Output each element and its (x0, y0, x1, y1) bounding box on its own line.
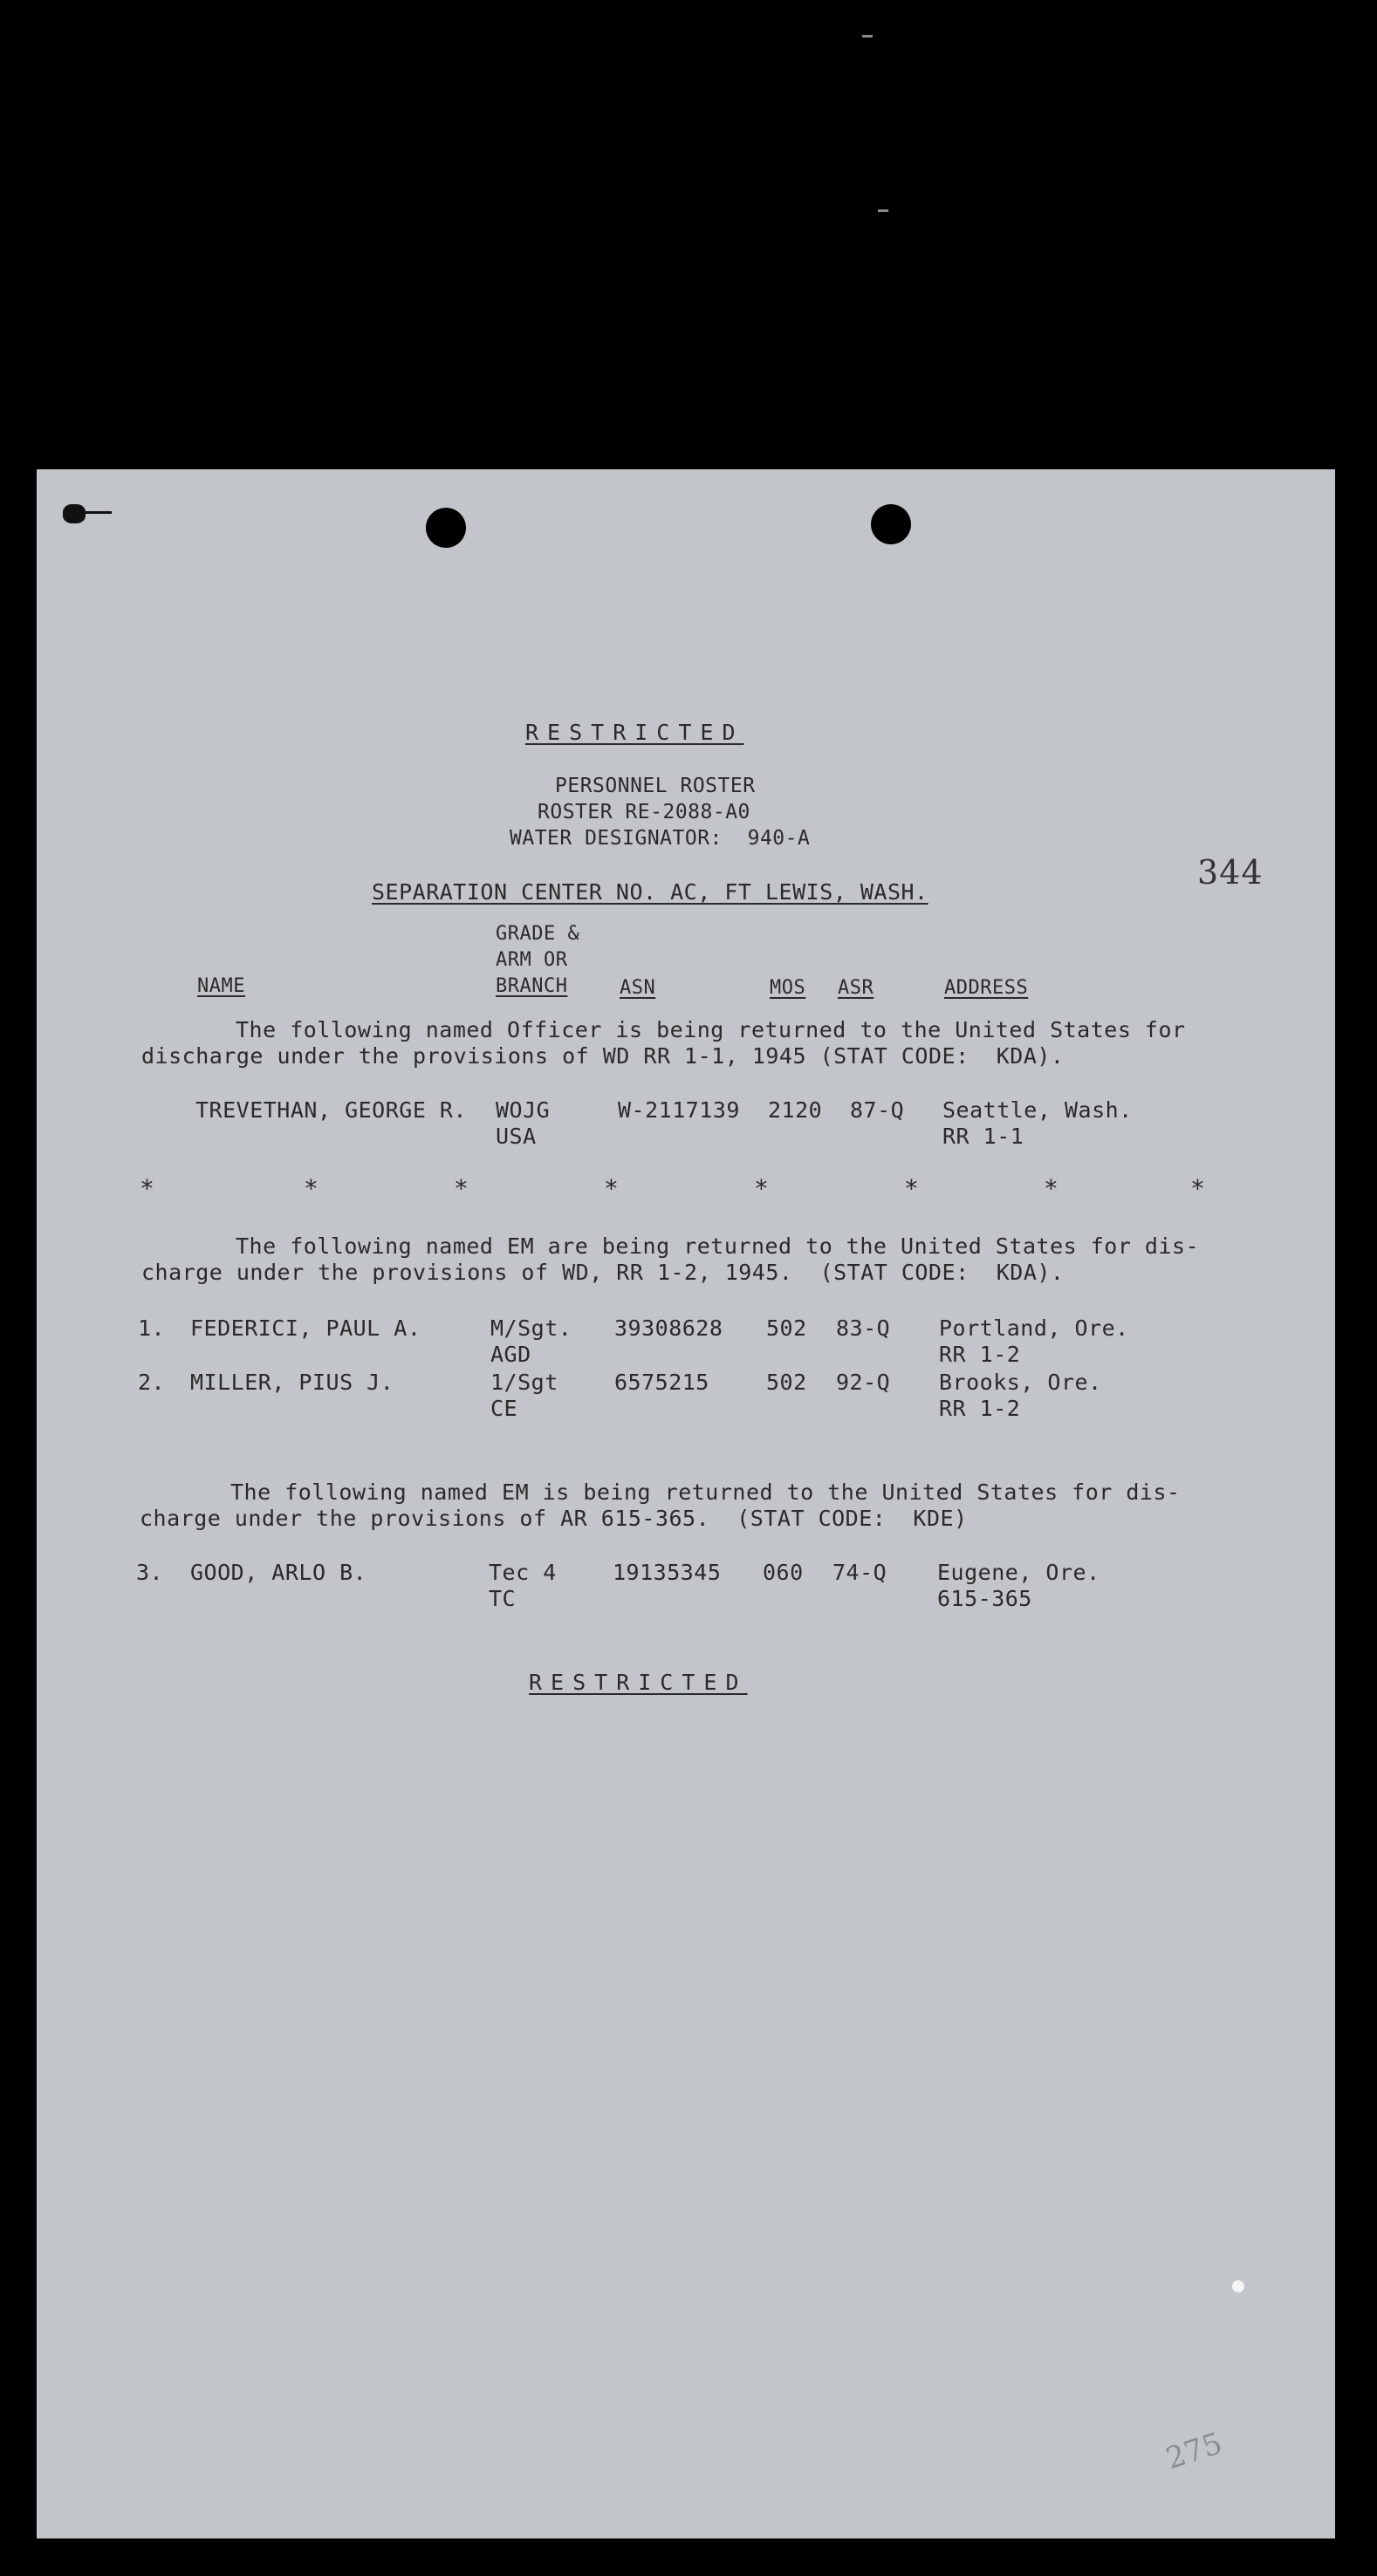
water-designator: WATER DESIGNATOR: 940-A (510, 827, 811, 850)
row-mos: 2120 (768, 1097, 823, 1123)
document-page (37, 469, 1335, 2538)
entry-number: 3. (136, 1560, 164, 1585)
section1-text-line2: discharge under the provisions of WD RR 1-1, 1945 (STAT CODE: KDA). (141, 1043, 1065, 1069)
section3-text-line2: charge under the provisions of AR 615-365. (STAT CODE: KDE) (140, 1506, 968, 1531)
entry-grade: 1/Sgt (490, 1370, 558, 1395)
entry-asr: 74-Q (832, 1560, 887, 1585)
separator-star: * (604, 1174, 619, 1203)
separator-star: * (904, 1174, 919, 1203)
entry-branch: AGD (490, 1342, 531, 1367)
entry-number: 1. (138, 1315, 166, 1341)
roster-title: PERSONNEL ROSTER (555, 775, 756, 797)
col-grade-line2: ARM OR (496, 949, 568, 971)
col-mos: MOS (770, 977, 806, 999)
entry-number: 2. (138, 1370, 166, 1395)
entry-name: FEDERICI, PAUL A. (190, 1315, 421, 1341)
separator-star: * (304, 1174, 319, 1203)
separator-star: * (754, 1174, 769, 1203)
row-name: TREVETHAN, GEORGE R. (195, 1097, 468, 1123)
row-branch: USA (496, 1124, 537, 1149)
entry-address: Brooks, Ore. (939, 1370, 1102, 1395)
entry-authority: RR 1-2 (939, 1396, 1021, 1421)
col-grade-line1: GRADE & (496, 923, 580, 945)
restricted-heading-bottom: RESTRICTED (529, 1670, 748, 1695)
col-address: ADDRESS (944, 977, 1029, 999)
film-speck (862, 35, 873, 38)
entry-branch: CE (490, 1396, 518, 1421)
entry-name: MILLER, PIUS J. (190, 1370, 394, 1395)
section2-text-line1: The following named EM are being returned to the United States for dis- (236, 1233, 1200, 1259)
punch-hole-left (426, 508, 466, 548)
entry-asr: 83-Q (836, 1315, 891, 1341)
entry-grade: M/Sgt. (490, 1315, 572, 1341)
entry-address: Eugene, Ore. (937, 1560, 1100, 1585)
staple-mark (63, 504, 86, 523)
separator-star: * (454, 1174, 469, 1203)
col-asn: ASN (620, 977, 656, 999)
section1-text-line1: The following named Officer is being returned to the United States for (236, 1017, 1186, 1042)
entry-branch: TC (489, 1586, 517, 1611)
restricted-heading-top: RESTRICTED (525, 720, 744, 745)
row-address: Seattle, Wash. (942, 1097, 1133, 1123)
entry-authority: 615-365 (937, 1586, 1032, 1611)
punch-hole-right (871, 504, 911, 544)
section3-text-line1: The following named EM is being returned to the United States for dis- (230, 1479, 1181, 1505)
col-name: NAME (197, 975, 245, 997)
entry-address: Portland, Ore. (939, 1315, 1129, 1341)
entry-mos: 502 (766, 1370, 807, 1395)
section2-text-line2: charge under the provisions of WD, RR 1-2, 1945. (STAT CODE: KDA). (141, 1260, 1065, 1285)
entry-asn: 39308628 (614, 1315, 723, 1341)
entry-mos: 060 (763, 1560, 804, 1585)
staple-line (86, 511, 112, 514)
roster-number: ROSTER RE-2088-A0 (538, 801, 750, 823)
separation-center: SEPARATION CENTER NO. AC, FT LEWIS, WASH. (372, 879, 928, 905)
entry-grade: Tec 4 (489, 1560, 557, 1585)
row-asr: 87-Q (850, 1097, 905, 1123)
entry-mos: 502 (766, 1315, 807, 1341)
separator-star: * (140, 1174, 154, 1203)
separator-star: * (1044, 1174, 1058, 1203)
row-asn: W-2117139 (618, 1097, 740, 1123)
entry-asn: 19135345 (613, 1560, 722, 1585)
entry-asr: 92-Q (836, 1370, 891, 1395)
pencil-annotation: 275 (1161, 2425, 1227, 2477)
entry-name: GOOD, ARLO B. (190, 1560, 367, 1585)
separator-star: * (1190, 1174, 1205, 1203)
entry-authority: RR 1-2 (939, 1342, 1021, 1367)
row-grade: WOJG (496, 1097, 551, 1123)
white-speck (1232, 2280, 1244, 2292)
page-number: 344 (1197, 853, 1264, 892)
col-asr: ASR (838, 977, 874, 999)
col-grade-line3: BRANCH (496, 975, 568, 997)
row-authority: RR 1-1 (942, 1124, 1024, 1149)
film-speck (878, 209, 888, 212)
entry-asn: 6575215 (614, 1370, 709, 1395)
